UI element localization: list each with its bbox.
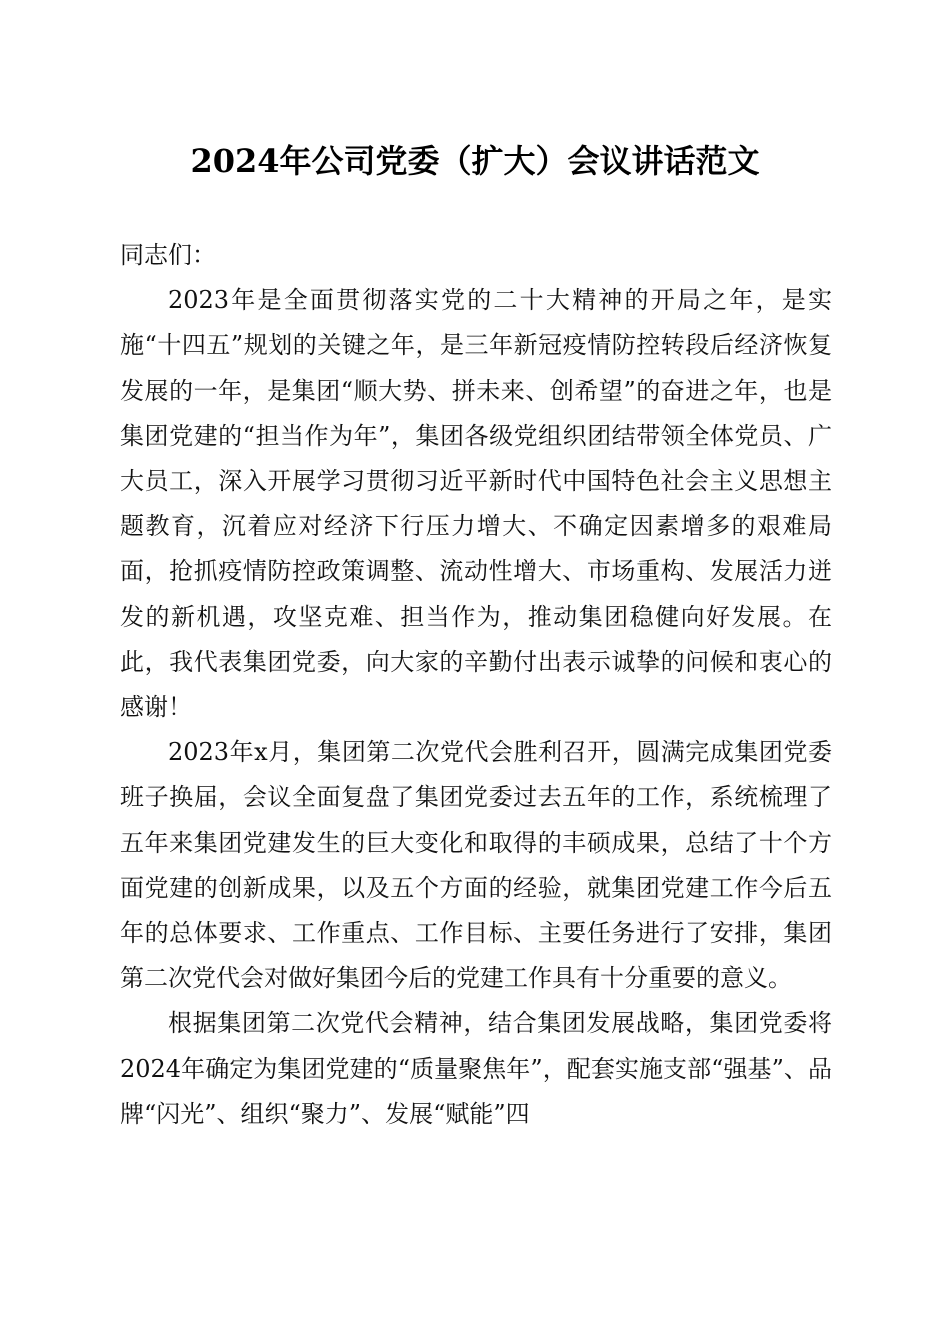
paragraph-3: 根据集团第二次党代会精神，结合集团发展战略，集团党委将2024年确定为集团党建的“质量聚焦年”，配套实施支部“强基”、品牌“闪光”、组织“聚力”、发展“赋能”四 xyxy=(120,1009,832,1128)
salutation: 同志们： xyxy=(120,241,216,269)
document-body xyxy=(120,233,832,1137)
document-title: 2024年公司党委（扩大）会议讲话范文 xyxy=(190,142,760,180)
paragraph-1: 2023年是全面贯彻落实党的二十大精神的开局之年，是实施“十四五”规划的关键之年，是三年新冠疫情防控转段后经济恢复发展的一年，是集团“顺大势、拼未来、创希望”的奋进之年，也是集团党建的“担当作为年”，集团各级党组织团结带领全体党员、广大员工，深入开展学习贯彻习近平新时代中国特色社会主义思想主题教育，沉着应对经济下行压力增大、不确定因素增多的艰难局面，抢抓疫情防控政策调整、流动性增大、市场重构、发展活力迸发的新机遇，攻坚克难、担当作为，推动集团稳健向好发展。在此，我代表集团党委，向大家的辛勤付出表示诚挚的问候和衷心的感谢！ xyxy=(120,286,832,722)
paragraph-2: 2023年x月，集团第二次党代会胜利召开，圆满完成集团党委班子换届，会议全面复盘了集团党委过去五年的工作，系统梳理了五年来集团党建发生的巨大变化和取得的丰硕成果，总结了十个方面党建的创新成果，以及五个方面的经验，就集团党建工作今后五年的总体要求、工作重点、工作目标、主要任务进行了安排，集团第二次党代会对做好集团今后的党建工作具有十分重要的意义。 xyxy=(120,738,832,993)
